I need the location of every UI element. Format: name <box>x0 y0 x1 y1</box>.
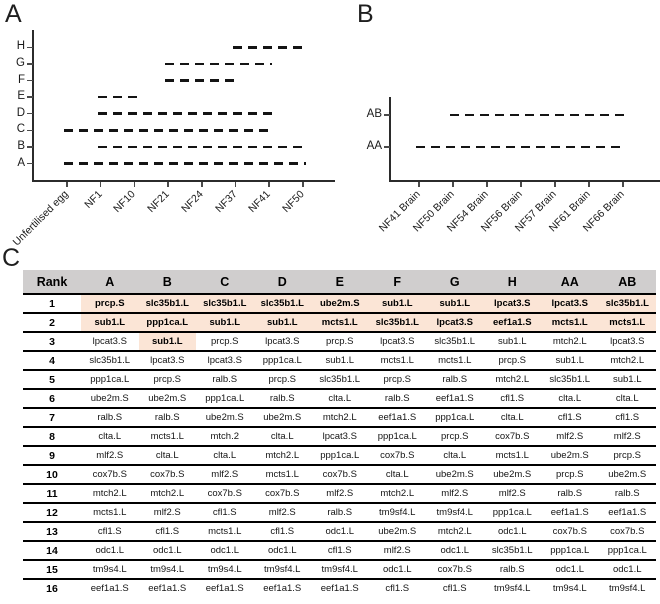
gene-cell: sub1.L <box>612 374 642 385</box>
column-header-aa: AA <box>541 270 599 294</box>
gene-cell: ppp1ca.L <box>320 450 360 461</box>
rank-cell: 16 <box>46 582 58 595</box>
column-header-rank: Rank <box>23 270 81 294</box>
y-axis-label: F <box>17 73 25 86</box>
table-row <box>23 427 656 446</box>
gene-cell: cox7b.S <box>552 526 587 537</box>
gene-cell: mcts1.L <box>438 355 472 366</box>
gene-cell: ube2m.S <box>378 526 417 537</box>
gene-cell: ppp1ca.L <box>377 431 417 442</box>
gene-cell: sub1.L <box>81 313 139 332</box>
table-row <box>23 560 656 579</box>
y-tick <box>384 146 390 148</box>
y-axis <box>389 97 391 181</box>
gene-cell: eef1a1.S <box>320 583 359 594</box>
gene-cell: mtch.2 <box>210 431 239 442</box>
gene-cell: sub1.L <box>369 294 427 313</box>
gene-cell: eef1a1.S <box>263 583 302 594</box>
gene-cell: tm9sf4.L <box>494 583 531 594</box>
gene-cell: ralb.S <box>442 374 468 385</box>
gene-cell: tm9s4.L <box>207 564 242 575</box>
gene-cell: clta.L <box>98 431 122 442</box>
rank-cell: 2 <box>49 316 55 329</box>
gene-cell: cox7b.S <box>150 469 185 480</box>
y-axis-label: B <box>17 139 25 152</box>
column-header-a: A <box>81 270 139 294</box>
column-header-f: F <box>369 270 427 294</box>
x-axis-label: NF66 Brain <box>580 188 627 235</box>
gene-cell: prcp.S <box>326 336 354 347</box>
gene-cell: slc35b1.L <box>369 313 427 332</box>
gene-cell: slc35b1.L <box>549 374 591 385</box>
gene-cell: odc1.L <box>497 526 527 537</box>
gene-cell: mtch2.L <box>150 488 185 499</box>
gene-cell: mcts1.L <box>380 355 414 366</box>
gene-cell: ralb.S <box>327 507 353 518</box>
x-axis-label: NF61 Brain <box>546 188 593 235</box>
gene-cell: cfl1.S <box>615 412 640 423</box>
gene-cell: sub1.L <box>325 355 355 366</box>
gene-cell: mlf2.S <box>498 488 526 499</box>
x-axis-label: Unfertilised egg <box>10 188 71 249</box>
y-axis-label: AB <box>366 108 382 120</box>
gene-cell: odc1.L <box>95 545 125 556</box>
table-header-row <box>23 270 656 294</box>
gene-cell: cfl1.S <box>155 526 180 537</box>
table-row <box>23 465 656 484</box>
gene-cell: prcp.S <box>153 374 181 385</box>
gene-cell: cfl1.S <box>500 393 525 404</box>
gene-cell: mtch2.L <box>437 526 472 537</box>
gene-cell: odc1.L <box>267 545 297 556</box>
x-axis-label: NF41 <box>246 188 273 215</box>
gene-cell: ralb.S <box>557 488 583 499</box>
y-axis-label: G <box>16 56 25 69</box>
gene-cell: cox7b.S <box>207 488 242 499</box>
table-row <box>23 408 656 427</box>
gene-cell: sub1.L <box>555 355 585 366</box>
rank-cell: 6 <box>49 392 55 405</box>
gene-cell: ppp1ca.L <box>607 545 647 556</box>
gene-cell: clta.L <box>615 393 639 404</box>
gene-cell: lpcat3.S <box>150 355 185 366</box>
gene-cell: eef1a1.S <box>148 583 187 594</box>
table-row <box>23 389 656 408</box>
gene-cell: cfl1.S <box>442 583 467 594</box>
gene-cell: ralb.S <box>614 488 640 499</box>
rank-cell: 4 <box>49 354 55 367</box>
gene-cell: cfl1.S <box>385 583 410 594</box>
gene-cell: ube2m.S <box>550 450 589 461</box>
column-header-b: B <box>139 270 197 294</box>
gene-cell: ube2m.S <box>90 393 129 404</box>
gene-cell: tm9s4.L <box>150 564 185 575</box>
gene-cell: odc1.L <box>210 545 240 556</box>
gene-cell: mlf2.S <box>383 545 411 556</box>
column-header-ab: AB <box>599 270 657 294</box>
gene-cell: cox7b.S <box>92 469 127 480</box>
gene-cell: mlf2.S <box>556 431 584 442</box>
gene-cell: cfl1.S <box>557 412 582 423</box>
table-row <box>23 351 656 370</box>
gene-cell: cox7b.S <box>495 431 530 442</box>
gene-cell: cox7b.S <box>322 469 357 480</box>
gene-cell: cfl1.S <box>97 526 122 537</box>
gene-cell: clta.L <box>155 450 179 461</box>
gene-cell: tm9s4.L <box>552 583 587 594</box>
x-axis-label: NF24 <box>178 188 206 215</box>
y-axis-label: AA <box>366 140 382 152</box>
rank-cell: 15 <box>46 563 58 576</box>
gene-cell: odc1.L <box>382 564 412 575</box>
table-body <box>23 294 656 597</box>
gene-cell: ube2m.S <box>608 469 647 480</box>
y-axis-label: A <box>17 156 25 169</box>
gene-cell: ralb.S <box>154 412 180 423</box>
gene-cell: cox7b.S <box>610 526 645 537</box>
column-header-d: D <box>254 270 312 294</box>
x-axis-label: NF57 Brain <box>512 188 559 235</box>
gene-cell: ube2m.S <box>148 393 187 404</box>
y-tick <box>384 114 390 116</box>
rank-cell: 1 <box>49 297 55 310</box>
column-header-e: E <box>311 270 369 294</box>
gene-cell: lpcat3.S <box>92 336 127 347</box>
y-axis-label: D <box>16 106 25 119</box>
gene-cell: ppp1ca.L <box>435 412 475 423</box>
gene-cell: odc1.L <box>152 545 182 556</box>
gene-cell: slc35b1.L <box>491 545 533 556</box>
gene-cell: mlf2.S <box>326 488 354 499</box>
x-axis-label: NF50 Brain <box>410 188 457 235</box>
table-row <box>23 522 656 541</box>
gene-cell: eef1a1.S <box>435 393 474 404</box>
gene-cell: slc35b1.L <box>196 294 254 313</box>
gene-cell: mtch2.L <box>92 488 127 499</box>
gene-cell: sub1.L <box>254 313 312 332</box>
gene-cell: ppp1ca.L <box>262 355 302 366</box>
x-axis-label: NF50 <box>280 188 307 215</box>
gene-cell: clta.L <box>328 393 352 404</box>
gene-cell: eef1a1.S <box>484 313 542 332</box>
gene-cell: ube2m.S <box>263 412 302 423</box>
table-row <box>23 370 656 389</box>
gene-cell: sub1.L <box>426 294 484 313</box>
gene-cell: eef1a1.S <box>205 583 244 594</box>
rank-cell: 11 <box>46 487 58 500</box>
x-axis-label: NF1 <box>81 188 105 211</box>
gene-cell: mtch2.L <box>552 336 587 347</box>
gene-cell: prcp.S <box>556 469 584 480</box>
gene-cell: mtch2.L <box>610 355 645 366</box>
gene-cell: mtch2.L <box>265 450 300 461</box>
gene-cell: ppp1ca.L <box>492 507 532 518</box>
gene-cell: mlf2.S <box>211 469 239 480</box>
x-tick <box>554 182 556 187</box>
gene-cell: prcp.S <box>81 294 139 313</box>
gene-cell: tm9sf4.L <box>264 564 301 575</box>
table-row <box>23 484 656 503</box>
y-axis-label: C <box>16 123 25 136</box>
gene-cell: mtch2.L <box>322 412 357 423</box>
x-axis-label: NF10 <box>111 188 139 215</box>
rank-cell: 9 <box>49 449 55 462</box>
x-tick <box>452 182 454 187</box>
gene-cell: tm9s4.L <box>92 564 127 575</box>
gene-cell: odc1.L <box>325 526 355 537</box>
gene-cell: ppp1ca.L <box>90 374 130 385</box>
gene-cell: prcp.S <box>613 450 641 461</box>
gene-cell: lpcat3.S <box>541 294 599 313</box>
gene-cell: ube2m.S <box>493 469 532 480</box>
gene-cell: lpcat3.S <box>484 294 542 313</box>
x-tick <box>622 182 624 187</box>
rank-cell: 13 <box>46 525 58 538</box>
gene-cell: mtch2.L <box>380 488 415 499</box>
gene-cell: mlf2.S <box>153 507 181 518</box>
gene-cell: mlf2.S <box>268 507 296 518</box>
gene-cell: clta.L <box>500 412 524 423</box>
gene-cell: ppp1ca.L <box>550 545 590 556</box>
rank-cell: 7 <box>49 411 55 424</box>
gene-cell: prcp.S <box>383 374 411 385</box>
gene-cell: tm9sf4.L <box>436 507 473 518</box>
table-row <box>23 503 656 522</box>
gene-cell: ube2m.S <box>311 294 369 313</box>
x-axis-label: NF54 Brain <box>444 188 491 235</box>
table-header <box>23 270 656 294</box>
gene-cell: prcp.S <box>211 336 239 347</box>
gene-cell: mlf2.S <box>96 450 124 461</box>
gene-cell: prcp.S <box>268 374 296 385</box>
x-axis-label: NF37 <box>212 188 240 215</box>
gene-cell: tm9sf4.L <box>609 583 646 594</box>
panel-c-label: C <box>2 244 21 272</box>
gene-cell: mtch2.L <box>495 374 530 385</box>
rank-cell: 5 <box>49 373 55 386</box>
gene-cell: lpcat3.S <box>322 431 357 442</box>
gene-cell: tm9sf4.L <box>379 507 416 518</box>
gene-cell: lpcat3.S <box>207 355 242 366</box>
gene-cell: ppp1ca.L <box>139 313 197 332</box>
x-axis-label: NF41 Brain <box>376 188 423 235</box>
gene-cell: ralb.S <box>212 374 238 385</box>
gene-cell: eef1a1.S <box>550 507 589 518</box>
expression-range-line <box>416 146 626 149</box>
y-axis-label: E <box>17 90 25 103</box>
gene-cell: clta.L <box>385 469 409 480</box>
gene-cell: cfl1.S <box>270 526 295 537</box>
gene-cell: clta.L <box>443 450 467 461</box>
panel-a-label: A <box>5 0 22 28</box>
rank-cell: 8 <box>49 430 55 443</box>
expression-range-line <box>450 114 626 117</box>
table-row <box>23 446 656 465</box>
x-axis <box>389 180 660 182</box>
gene-cell: sub1.L <box>497 336 527 347</box>
gene-cell: ralb.S <box>269 393 295 404</box>
gene-cell: tm9sf4.L <box>321 564 358 575</box>
column-header-h: H <box>484 270 542 294</box>
y-axis-label: H <box>16 40 25 53</box>
gene-cell: eef1a1.S <box>378 412 417 423</box>
gene-cell: ralb.S <box>499 564 525 575</box>
gene-cell: cox7b.S <box>265 488 300 499</box>
ranked-genes-table <box>23 270 656 597</box>
x-axis-label: NF21 <box>145 188 172 215</box>
gene-cell: cfl1.S <box>212 507 237 518</box>
gene-cell: slc35b1.L <box>599 294 657 313</box>
gene-cell: slc35b1.L <box>89 355 131 366</box>
gene-cell: mcts1.L <box>495 450 529 461</box>
gene-cell: cox7b.S <box>380 450 415 461</box>
rank-cell: 10 <box>46 468 58 481</box>
column-header-g: G <box>426 270 484 294</box>
x-tick <box>520 182 522 187</box>
table-row <box>23 541 656 560</box>
gene-cell: clta.L <box>213 450 237 461</box>
column-header-c: C <box>196 270 254 294</box>
gene-cell: odc1.L <box>555 564 585 575</box>
gene-cell: eef1a1.S <box>608 507 647 518</box>
gene-cell: mcts1.L <box>150 431 184 442</box>
gene-cell: mcts1.L <box>208 526 242 537</box>
gene-cell: clta.L <box>270 431 294 442</box>
rank-cell: 3 <box>49 335 55 348</box>
gene-cell: lpcat3.S <box>380 336 415 347</box>
rank-cell: 14 <box>46 544 58 557</box>
gene-cell: mlf2.S <box>441 488 469 499</box>
gene-cell: sub1.L <box>139 332 197 351</box>
gene-cell: mcts1.L <box>311 313 369 332</box>
x-tick <box>418 182 420 187</box>
gene-cell: lpcat3.S <box>265 336 300 347</box>
table-row <box>23 332 656 351</box>
gene-cell: lpcat3.S <box>426 313 484 332</box>
gene-cell: ube2m.S <box>435 469 474 480</box>
x-axis-label: NF56 Brain <box>478 188 525 235</box>
gene-cell: ralb.S <box>97 412 123 423</box>
gene-cell: mcts1.L <box>541 313 599 332</box>
gene-cell: mcts1.L <box>599 313 657 332</box>
gene-cell: slc35b1.L <box>254 294 312 313</box>
gene-cell: odc1.L <box>612 564 642 575</box>
table-row <box>23 579 656 597</box>
gene-cell: slc35b1.L <box>319 374 361 385</box>
gene-cell: slc35b1.L <box>139 294 197 313</box>
gene-cell: ube2m.S <box>205 412 244 423</box>
gene-cell: sub1.L <box>196 313 254 332</box>
gene-cell: cox7b.S <box>437 564 472 575</box>
gene-cell: odc1.L <box>440 545 470 556</box>
x-tick <box>486 182 488 187</box>
gene-cell: cfl1.S <box>327 545 352 556</box>
table-row <box>23 313 656 332</box>
table-row <box>23 294 656 313</box>
gene-cell: mcts1.L <box>93 507 127 518</box>
rank-cell: 12 <box>46 506 58 519</box>
gene-cell: slc35b1.L <box>434 336 476 347</box>
x-tick <box>588 182 590 187</box>
gene-cell: prcp.S <box>498 355 526 366</box>
gene-cell: mcts1.L <box>265 469 299 480</box>
gene-cell: lpcat3.S <box>610 336 645 347</box>
gene-cell: eef1a1.S <box>90 583 129 594</box>
gene-cell: ppp1ca.L <box>205 393 245 404</box>
panel-b-label: B <box>357 0 374 28</box>
gene-cell: mlf2.S <box>613 431 641 442</box>
gene-cell: ralb.S <box>384 393 410 404</box>
gene-cell: prcp.S <box>441 431 469 442</box>
gene-cell: clta.L <box>558 393 582 404</box>
